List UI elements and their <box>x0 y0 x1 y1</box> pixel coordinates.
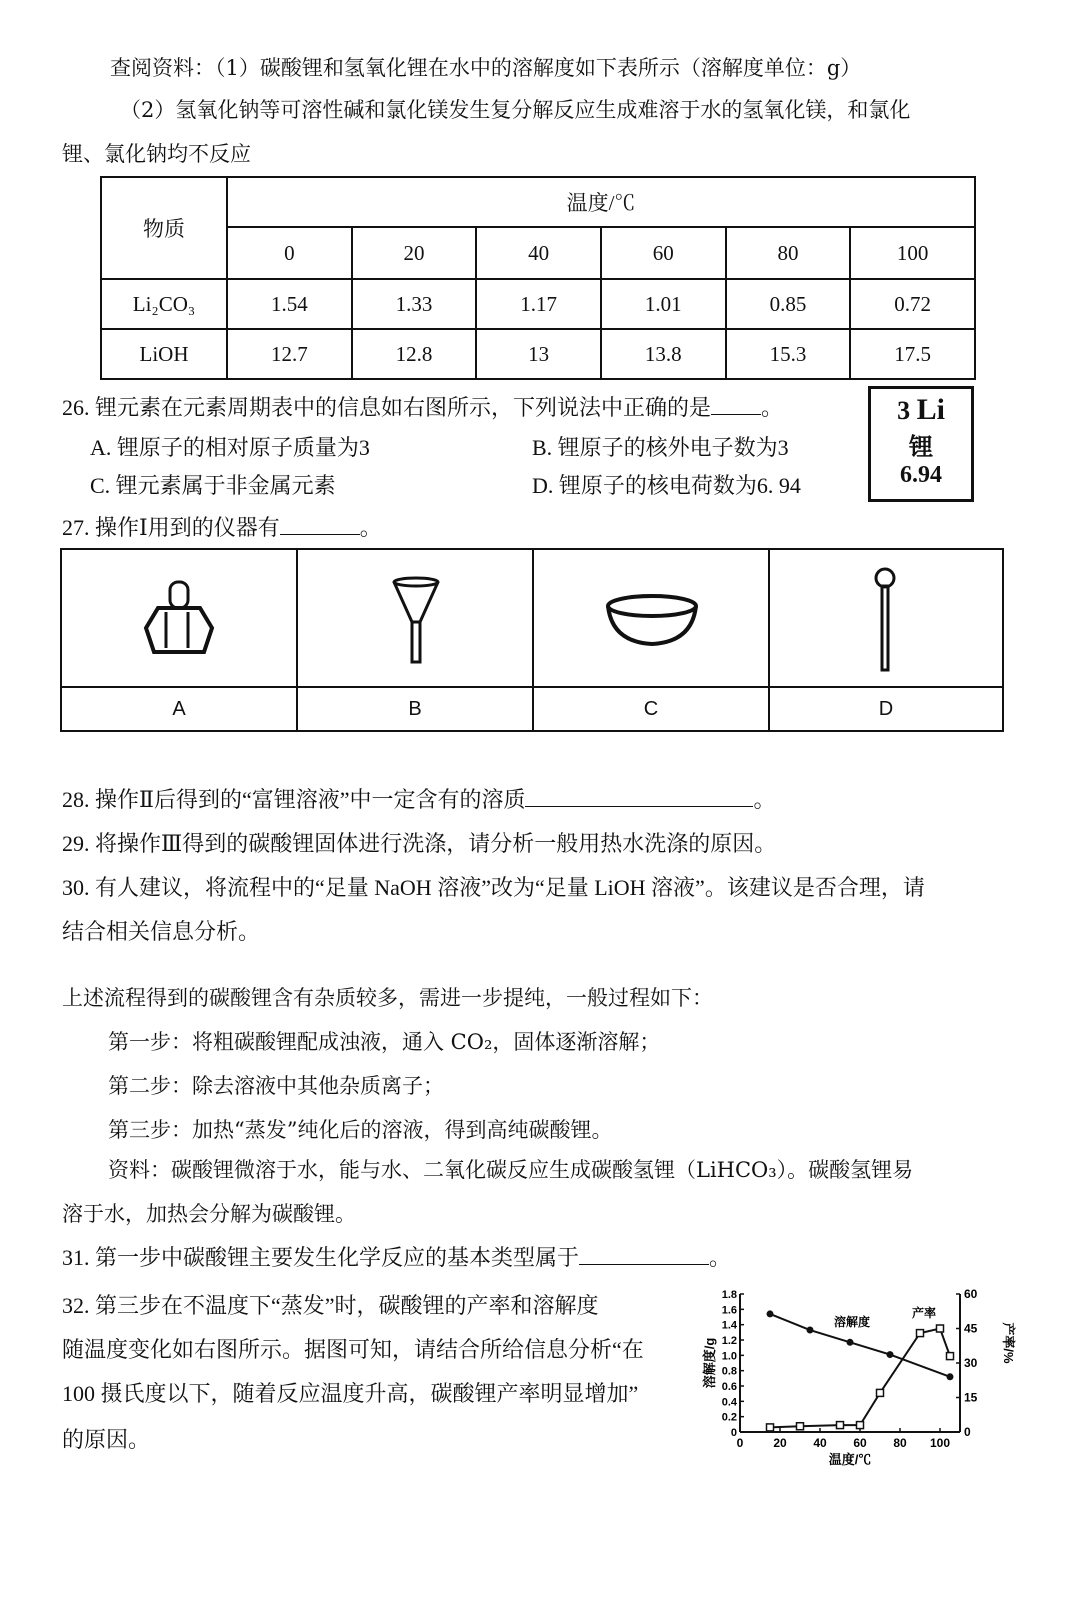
y-right-axis-label: 产率/% <box>1001 1322 1016 1364</box>
intro-line-1: 查阅资料：（1）碳酸锂和氢氧化锂在水中的溶解度如下表所示（溶解度单位：g） <box>110 56 862 80</box>
y-left-tick-label: 0 <box>730 1427 737 1439</box>
instrument-a-cell <box>60 548 298 688</box>
x-tick-label: 100 <box>929 1436 951 1450</box>
instrument-label: D <box>768 686 1004 732</box>
element-card-lithium <box>868 386 974 502</box>
data-point-yield <box>857 1422 864 1429</box>
y-left-tick-label: 1.0 <box>721 1350 737 1363</box>
data-point-yield <box>797 1423 804 1430</box>
x-tick-label: 60 <box>853 1436 867 1450</box>
value-cell: 0.85 <box>726 279 851 329</box>
data-point-yield <box>837 1422 844 1429</box>
q26-option-a: A. 锂原子的相对原子质量为3 <box>90 435 370 460</box>
answer-blank[interactable] <box>711 394 761 415</box>
q26-option-c: C. 锂元素属于非金属元素 <box>90 473 336 498</box>
value-cell: 1.17 <box>476 279 601 329</box>
answer-blank[interactable] <box>280 514 360 535</box>
data-point-solubility <box>847 1339 854 1346</box>
temp-cell: 40 <box>476 227 601 279</box>
value-cell: 17.5 <box>850 329 975 379</box>
instrument-label: B <box>296 686 534 732</box>
purify-info-2: 溶于水，加热会分解为碳酸锂。 <box>62 1202 356 1226</box>
temp-cell: 20 <box>352 227 477 279</box>
data-point-solubility <box>767 1310 774 1317</box>
purify-info-1: 资料：碳酸锂微溶于水，能与水、二氧化碳反应生成碳酸氢锂（LiHCO₃）。碳酸氢锂易 <box>108 1158 914 1182</box>
instrument-label: C <box>532 686 770 732</box>
x-tick-label: 20 <box>773 1436 787 1450</box>
value-cell: 0.72 <box>850 279 975 329</box>
value-cell: 12.8 <box>352 329 477 379</box>
answer-blank[interactable] <box>579 1244 709 1265</box>
q26-option-d: D. 锂原子的核电荷数为6. 94 <box>532 473 801 498</box>
y-right-tick-label: 60 <box>964 1287 978 1301</box>
y-left-tick-label: 0.2 <box>721 1411 737 1424</box>
value-cell: 13 <box>476 329 601 379</box>
purify-step-1: 第一步：将粗碳酸锂配成浊液，通入 CO₂，固体逐渐溶解； <box>108 1030 661 1054</box>
data-point-solubility <box>947 1373 954 1380</box>
data-point-yield <box>767 1424 774 1431</box>
y-left-tick-label: 0.6 <box>721 1381 737 1393</box>
q30-line-2: 结合相关信息分析。 <box>62 919 261 944</box>
answer-blank[interactable] <box>525 786 753 807</box>
q32-line-4: 的原因。 <box>62 1427 151 1452</box>
data-point-solubility <box>887 1351 894 1358</box>
element-name: 锂 <box>909 435 933 461</box>
y-left-tick-label: 0.8 <box>721 1365 737 1378</box>
alcohol-lamp-icon <box>62 550 298 688</box>
data-point-yield <box>917 1330 924 1337</box>
evaporating-dish-icon <box>534 550 770 688</box>
value-cell: 1.54 <box>227 279 352 329</box>
funnel-icon <box>298 550 534 688</box>
q28-stem: 28. 操作Ⅱ后得到的“富锂溶液”中一定含有的溶质 。 <box>62 787 776 812</box>
solubility-table <box>100 176 976 380</box>
q32-line-3: 100 摄氏度以下，随着反应温度升高，碳酸锂产率明显增加” <box>62 1381 639 1406</box>
atomic-mass: 6.94 <box>900 462 942 488</box>
data-point-solubility <box>807 1327 814 1334</box>
q32-line-2: 随温度变化如右图所示。据图可知，请结合所给信息分析“在 <box>62 1337 644 1362</box>
instrument-c-cell <box>532 548 770 688</box>
data-point-yield <box>877 1389 884 1396</box>
atomic-number: 3 <box>897 396 911 425</box>
purify-step-2: 第二步：除去溶液中其他杂质离子； <box>108 1074 444 1098</box>
q32-line-1: 32. 第三步在不温度下“蒸发”时，碳酸锂的产率和溶解度 <box>62 1293 599 1318</box>
header-temperature: 温度/℃ <box>227 177 975 227</box>
y-left-tick-label: 1.8 <box>721 1289 737 1301</box>
y-right-tick-label: 0 <box>964 1425 971 1439</box>
purify-step-3: 第三步：加热“蒸发”纯化后的溶液，得到高纯碳酸锂。 <box>108 1118 613 1142</box>
table-row <box>101 329 975 379</box>
data-point-yield <box>937 1325 944 1332</box>
q26-stem: 26. 锂元素在元素周期表中的信息如右图所示，下列说法中正确的是 。 <box>62 395 784 420</box>
instrument-d-cell <box>768 548 1004 688</box>
intro-line-2: （2）氢氧化钠等可溶性碱和氯化镁发生复分解反应生成难溶于水的氢氧化镁，和氯化 <box>120 98 911 122</box>
purify-intro: 上述流程得到的碳酸锂含有杂质较多，需进一步提纯，一般过程如下： <box>62 986 713 1010</box>
temp-cell: 80 <box>726 227 851 279</box>
solubility-yield-chart <box>700 1282 1020 1472</box>
y-right-tick-label: 15 <box>964 1390 978 1405</box>
x-tick-label: 80 <box>893 1436 907 1450</box>
value-cell: 1.33 <box>352 279 477 329</box>
q29-text: 29. 将操作Ⅲ得到的碳酸锂固体进行洗涤，请分析一般用热水洗涤的原因。 <box>62 831 777 856</box>
q27-stem: 27. 操作Ⅰ用到的仪器有 。 <box>62 515 382 540</box>
substance-name: LiOH <box>101 329 227 379</box>
series-label-yield: 产率 <box>912 1306 937 1320</box>
instrument-table <box>60 548 1004 732</box>
series-line-yield <box>770 1329 950 1428</box>
value-cell: 15.3 <box>726 329 851 379</box>
instrument-label: A <box>60 686 298 732</box>
substance-name: Li₂CO₃ <box>101 279 227 329</box>
y-left-tick-label: 1.6 <box>721 1304 737 1317</box>
glass-rod-icon <box>770 550 1004 688</box>
element-symbol: Li <box>916 393 945 426</box>
y-left-tick-label: 1.2 <box>721 1335 737 1347</box>
series-label-solubility: 溶解度 <box>834 1315 871 1330</box>
y-right-tick-label: 30 <box>964 1356 978 1370</box>
q26-option-b: B. 锂原子的核外电子数为3 <box>532 435 789 460</box>
table-row <box>101 279 975 329</box>
y-left-axis-label: 溶解度/g <box>702 1337 717 1389</box>
intro-line-3: 锂、氯化钠均不反应 <box>62 142 251 166</box>
temp-cell: 100 <box>850 227 975 279</box>
x-tick-label: 40 <box>813 1436 827 1450</box>
value-cell: 13.8 <box>601 329 726 379</box>
y-left-tick-label: 1.4 <box>721 1319 737 1332</box>
x-axis-label: 温度/℃ <box>828 1452 872 1467</box>
temp-cell: 60 <box>601 227 726 279</box>
temp-cell: 0 <box>227 227 352 279</box>
value-cell: 1.01 <box>601 279 726 329</box>
y-right-tick-label: 45 <box>964 1321 978 1336</box>
y-left-tick-label: 0.4 <box>721 1396 737 1409</box>
q30-line-1: 30. 有人建议，将流程中的“足量 NaOH 溶液”改为“足量 LiOH 溶液”。该建议是否合理，请 <box>62 875 925 900</box>
data-point-yield <box>947 1353 954 1360</box>
q31-stem: 31. 第一步中碳酸锂主要发生化学反应的基本类型属于 。 <box>62 1245 732 1270</box>
value-cell: 12.7 <box>227 329 352 379</box>
x-tick-label: 0 <box>736 1436 744 1450</box>
instrument-b-cell <box>296 548 534 688</box>
header-substance: 物质 <box>101 177 227 279</box>
